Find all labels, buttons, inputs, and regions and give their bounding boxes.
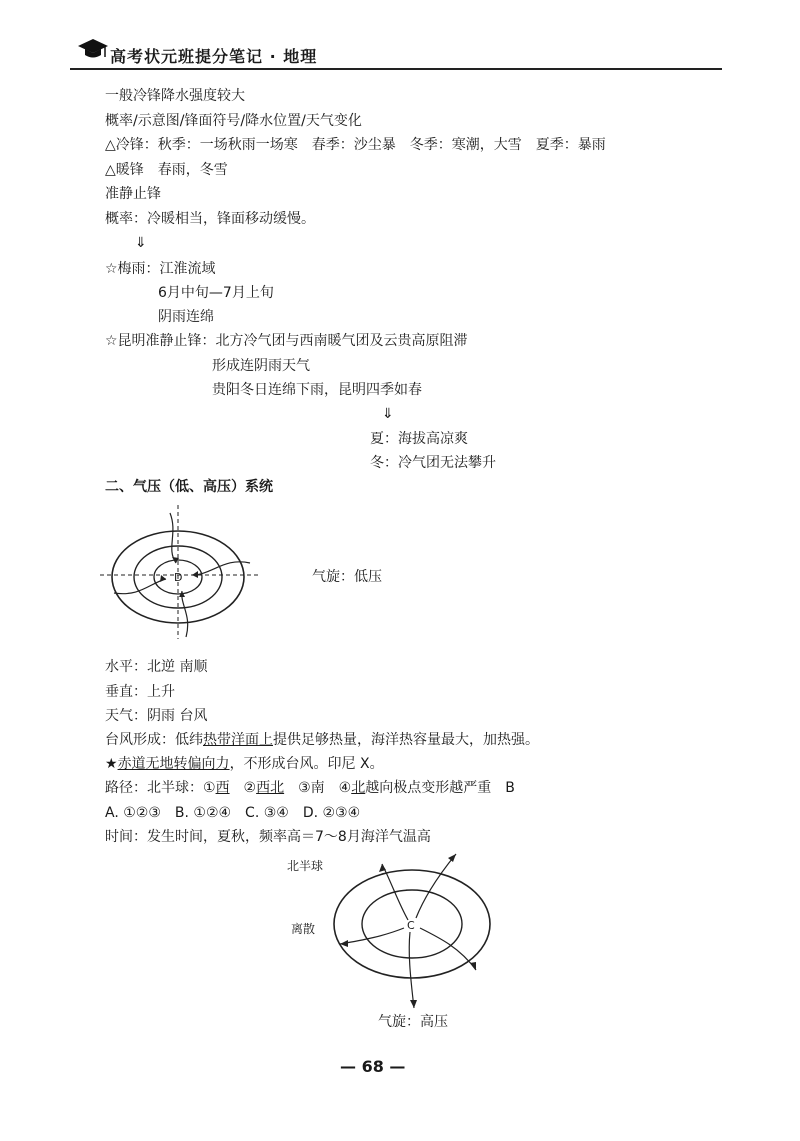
down-arrow: ⇓ <box>135 235 147 251</box>
diagram2-caption: 气旋：高压 <box>378 1014 448 1030</box>
note-line: 准静止锋 <box>105 186 161 202</box>
answer-options: A. ①②③ B. ①②④ C. ③④ D. ②③④ <box>105 805 361 821</box>
diagram2-center-label: C <box>407 919 415 932</box>
note-line <box>105 755 384 773</box>
note-line: 夏：海拔高凉爽 <box>370 431 468 447</box>
underlined-text: 赤道无地转偏向力 <box>117 756 230 772</box>
note-text: 越向极点变形越严重 B <box>365 780 515 796</box>
note-line: 形成连阴雨天气 <box>212 358 310 374</box>
underlined-text: 西北 <box>256 780 285 796</box>
note-line: 垂直：上升 <box>105 684 175 700</box>
star-icon: ★ <box>105 756 118 772</box>
note-text: ③南 ④ <box>284 780 352 796</box>
underlined-text: 北 <box>351 780 366 796</box>
section-title: 二、气压（低、高压）系统 <box>105 479 273 495</box>
note-line: 一般冷锋降水强度较大 <box>105 88 245 104</box>
graduation-cap-icon <box>78 37 108 61</box>
note-line <box>105 731 539 749</box>
note-line <box>105 779 515 797</box>
diagram2-side-label: 离散 <box>291 922 316 936</box>
note-line: △冷锋：秋季：一场秋雨一场寒 春季：沙尘暴 冬季：寒潮，大雪 夏季：暴雨 <box>105 137 606 153</box>
note-line: ☆昆明准静止锋：北方冷气团与西南暖气团及云贵高原阻滞 <box>105 333 468 349</box>
note-text: 路径：北半球：① <box>105 780 216 796</box>
note-line: 6月中旬—7月上旬 <box>158 285 274 301</box>
note-line: ☆梅雨：江淮流域 <box>105 261 216 277</box>
note-line: 概率/示意图/锋面符号/降水位置/天气变化 <box>105 113 362 129</box>
header-title: 高考状元班提分笔记 · 地理 <box>110 47 318 66</box>
note-line: 水平：北逆 南顺 <box>105 659 208 675</box>
diagram1-center-label: D <box>174 571 183 584</box>
page-header <box>70 34 722 70</box>
note-text: ② <box>229 780 257 796</box>
note-line: 冬：冷气团无法攀升 <box>370 455 496 471</box>
note-line: 时间：发生时间，夏秋，频率高＝7～8月海洋气温高 <box>105 829 431 845</box>
note-text: 提供足够热量，海洋热容量最大，加热强。 <box>273 732 539 748</box>
underlined-text: 西 <box>215 780 230 796</box>
page-number: — 68 — <box>340 1057 406 1076</box>
anticyclone-diagram <box>330 848 500 1018</box>
note-line: 贵阳冬日连绵下雨，昆明四季如春 <box>212 382 422 398</box>
cyclone-diagram <box>100 505 270 645</box>
note-text: ，不形成台风。印尼 X。 <box>229 756 384 772</box>
underlined-text: 热带洋面上 <box>203 732 273 748</box>
diagram1-caption: 气旋：低压 <box>312 569 382 585</box>
down-arrow: ⇓ <box>382 406 394 422</box>
note-line: 天气：阴雨 台风 <box>105 708 208 724</box>
note-line: △暖锋 春雨，冬雪 <box>105 162 228 178</box>
note-line: 概率：冷暖相当，锋面移动缓慢。 <box>105 211 315 227</box>
note-line: 阴雨连绵 <box>158 309 214 325</box>
diagram2-hemisphere-label: 北半球 <box>287 859 324 873</box>
note-text: 台风形成：低纬 <box>105 732 203 748</box>
